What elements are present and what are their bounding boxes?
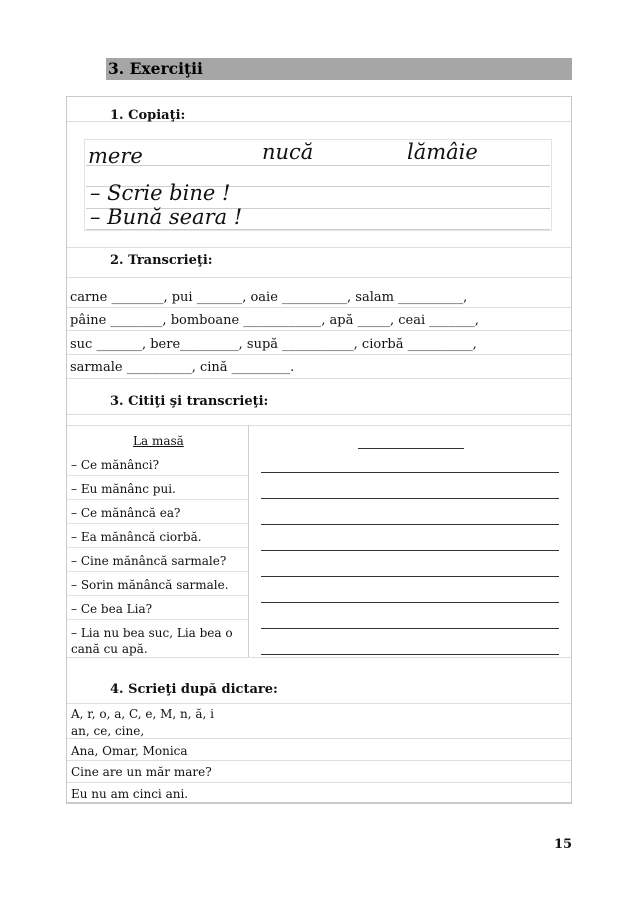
exercise-4-heading: 4. Scrieţi după dictare: xyxy=(110,682,278,697)
handwritten-word-mere: mere xyxy=(88,144,143,168)
rule-line xyxy=(67,378,571,379)
exercise-2-heading: 2. Transcrieţi: xyxy=(110,253,213,268)
title-blank-line xyxy=(358,448,464,449)
exercise-1-heading: 1. Copiaţi: xyxy=(110,108,186,123)
dialog-line: – Ce bea Lia? xyxy=(71,602,153,616)
rule-line xyxy=(67,414,571,415)
answer-line xyxy=(261,472,559,473)
row-separator xyxy=(67,475,248,476)
answer-line xyxy=(261,602,559,603)
dictation-line: Eu nu am cinci ani. xyxy=(71,787,189,801)
answer-line xyxy=(261,628,559,629)
handwritten-line-buna-seara: – Bună seara ! xyxy=(90,205,243,229)
exercise-3-heading: 3. Citiţi şi transcrieţi: xyxy=(110,394,269,409)
page-number: 15 xyxy=(554,837,573,852)
section-title: 3. Exerciţii xyxy=(108,59,203,78)
dialog-line: – Ea mănâncă ciorbă. xyxy=(71,530,202,544)
dialog-line: – Lia nu bea suc, Lia bea o xyxy=(71,626,233,640)
transcribe-line: suc _______, bere_________, supă ___________, ciorbă __________, xyxy=(70,337,477,352)
answer-line xyxy=(261,576,559,577)
transcribe-line: pâine ________, bomboane ____________, apă _____, ceai _______, xyxy=(70,313,479,328)
row-separator xyxy=(67,595,248,596)
row-separator xyxy=(67,547,248,548)
rule-line xyxy=(67,782,571,783)
answer-line xyxy=(261,654,559,655)
dialog-line: – Ce mănânci? xyxy=(71,458,160,472)
row-separator xyxy=(67,523,248,524)
writing-line xyxy=(86,165,550,166)
column-divider xyxy=(248,425,249,657)
rule-line xyxy=(67,354,571,355)
rule-line xyxy=(67,425,571,426)
dictation-line: A, r, o, a, C, e, M, n, ă, i xyxy=(71,707,214,721)
rule-line xyxy=(67,330,571,331)
dictation-line: Ana, Omar, Monica xyxy=(71,744,188,758)
dialog-line: cană cu apă. xyxy=(71,642,148,656)
rule-line xyxy=(67,760,571,761)
row-separator xyxy=(67,571,248,572)
dialog-line: – Eu mănânc pui. xyxy=(71,482,176,496)
rule-line xyxy=(67,307,571,308)
dictation-line: an, ce, cine, xyxy=(71,724,145,738)
dialog-title: La masă xyxy=(133,434,184,448)
rule-line xyxy=(67,657,571,658)
answer-line xyxy=(261,524,559,525)
row-separator xyxy=(67,499,248,500)
rule-line xyxy=(67,277,571,278)
answer-line xyxy=(261,498,559,499)
rule-line xyxy=(67,247,571,248)
transcribe-line: carne ________, pui _______, oaie __________, salam __________, xyxy=(70,290,468,305)
rule-line xyxy=(67,703,571,704)
dialog-line: – Sorin mănâncă sarmale. xyxy=(71,578,229,592)
handwritten-word-lamaie: lămâie xyxy=(407,140,478,164)
answer-line xyxy=(261,550,559,551)
row-separator xyxy=(67,619,248,620)
dialog-line: – Ce mănâncă ea? xyxy=(71,506,181,520)
handwritten-word-nuca: nucă xyxy=(262,140,314,164)
frame-bottom-border xyxy=(66,802,572,804)
dictation-line: Cine are un măr mare? xyxy=(71,765,212,779)
dialog-line: – Cine mănâncă sarmale? xyxy=(71,554,227,568)
writing-line xyxy=(86,229,550,230)
handwritten-line-scrie-bine: – Scrie bine ! xyxy=(90,181,231,205)
transcribe-line: sarmale __________, cină _________. xyxy=(70,360,295,375)
